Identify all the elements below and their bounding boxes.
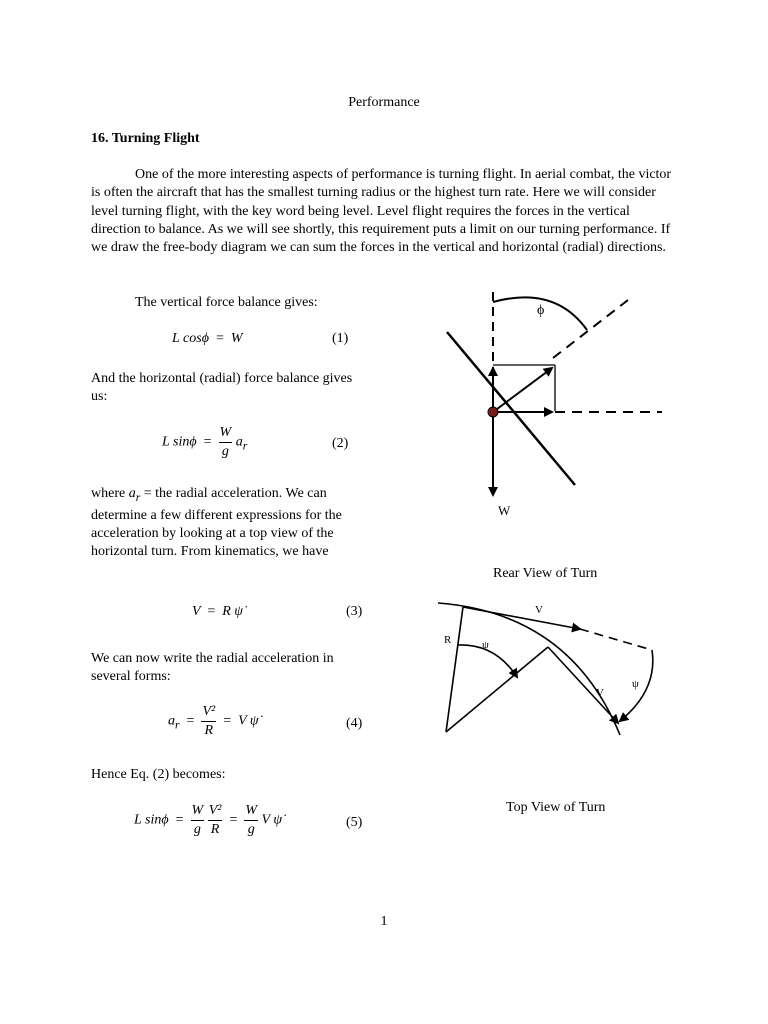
equation-4 bbox=[168, 703, 259, 740]
radius-line-2 bbox=[446, 647, 548, 732]
hence-paragraph: Hence Eq. (2) becomes: bbox=[91, 767, 226, 782]
rear-view-diagram bbox=[410, 280, 670, 530]
equation-2 bbox=[162, 424, 247, 461]
eq5-number: (5) bbox=[346, 815, 363, 830]
eq3-equals: = bbox=[207, 604, 216, 619]
eq2-sub: r bbox=[242, 439, 248, 453]
eq2-fraction bbox=[219, 424, 233, 461]
eq3-lhs: V bbox=[192, 604, 201, 619]
radius-label: R bbox=[444, 634, 452, 646]
eq4-fraction bbox=[201, 703, 216, 740]
intro-paragraph bbox=[91, 166, 681, 257]
eq4-lhs: a bbox=[168, 713, 175, 729]
equation-5 bbox=[134, 802, 282, 839]
eq3-rhs: R ψ̇ bbox=[222, 604, 243, 619]
eq5-rhs: V ψ̇ bbox=[261, 812, 283, 828]
eq5-fraction-2 bbox=[208, 802, 223, 839]
rear-view-caption: Rear View of Turn bbox=[493, 566, 598, 581]
velocity-vector-bottom bbox=[548, 647, 618, 723]
eq4-frac-num: V² bbox=[201, 703, 216, 722]
eq5-equals-2: = bbox=[229, 812, 238, 828]
eq1-lhs: L cosϕ bbox=[172, 331, 209, 346]
eq2-frac-num: W bbox=[219, 424, 233, 443]
top-view-caption: Top View of Turn bbox=[506, 800, 606, 815]
where-paragraph bbox=[91, 485, 361, 561]
eq5-equals: = bbox=[175, 812, 184, 828]
radius-line-1 bbox=[446, 607, 463, 732]
velocity-vector-top bbox=[463, 607, 580, 629]
top-view-diagram bbox=[430, 595, 670, 745]
center-of-gravity-dot bbox=[488, 407, 498, 417]
where-post: = the radial acceleration. We can determine a few different expressions for the acceleration by looking at a top view of the horizontal turn. From kinematics, we have bbox=[91, 486, 342, 559]
eq4-equals-2: = bbox=[223, 713, 232, 729]
radial-paragraph: We can now write the radial acceleration in several forms: bbox=[91, 651, 334, 684]
velocity-label-bottom: V bbox=[596, 687, 604, 699]
eq2-frac-den: g bbox=[221, 444, 229, 459]
where-sym: a bbox=[128, 486, 136, 501]
eq4-sub: r bbox=[175, 718, 180, 732]
where-sub: r bbox=[135, 490, 141, 504]
velocity-extension-dashed bbox=[580, 629, 652, 650]
eq4-frac-den: R bbox=[204, 723, 214, 738]
eq1-rhs: W bbox=[230, 331, 243, 346]
where-pre: where bbox=[91, 486, 129, 501]
intro-text: One of the more interesting aspects of performance is turning flight. In aerial combat, the victor is often the aircraft that has the smallest turning radius or the highest turn rate. Here we will consider level turning flight, with the key word being level. Level flight requires the forces in the vertical direction to balance. As we will see shortly, this requirement puts a limit on our turning performance. If we draw the free-body diagram we can sum the forces in the vertical and horizontal (radial) directions. bbox=[91, 167, 672, 256]
eq5-f1-num: W bbox=[191, 802, 205, 821]
eq1-number: (1) bbox=[332, 331, 349, 346]
vertical-balance-text: The vertical force balance gives: bbox=[135, 295, 318, 310]
eq5-f1-den: g bbox=[193, 822, 201, 837]
section-title: 16. Turning Flight bbox=[91, 131, 200, 146]
psi-label-1: ψ bbox=[482, 639, 489, 651]
velocity-label-top: V bbox=[535, 604, 543, 616]
eq5-f3-den: g bbox=[247, 822, 255, 837]
eq5-lhs: L sinϕ bbox=[134, 812, 169, 828]
eq5-fraction-3 bbox=[244, 802, 258, 839]
weight-label: W bbox=[498, 503, 511, 518]
phi-label: ϕ bbox=[537, 303, 545, 318]
eq4-number: (4) bbox=[346, 716, 363, 731]
eq5-fraction-1 bbox=[191, 802, 205, 839]
eq2-number: (2) bbox=[332, 436, 349, 451]
eq4-equals: = bbox=[186, 713, 195, 729]
equation-1 bbox=[172, 331, 243, 347]
horizontal-balance-text: And the horizontal (radial) force balance gives us: bbox=[91, 371, 353, 404]
lift-vector bbox=[493, 368, 552, 412]
eq5-f2-num: V² bbox=[208, 802, 223, 821]
eq2-equals: = bbox=[203, 434, 212, 450]
eq5-f3-num: W bbox=[244, 802, 258, 821]
running-header: Performance bbox=[348, 95, 420, 110]
eq2-lhs: L sinϕ bbox=[162, 434, 197, 450]
psi-label-2: ψ bbox=[632, 678, 639, 690]
page-number: 1 bbox=[380, 914, 388, 929]
eq5-f2-den: R bbox=[210, 822, 220, 837]
eq1-equals: = bbox=[215, 331, 224, 346]
eq2-rhs: a bbox=[235, 434, 243, 450]
equation-3 bbox=[192, 604, 243, 620]
eq4-rhs: V ψ̇ bbox=[238, 713, 259, 729]
eq3-number: (3) bbox=[346, 604, 363, 619]
